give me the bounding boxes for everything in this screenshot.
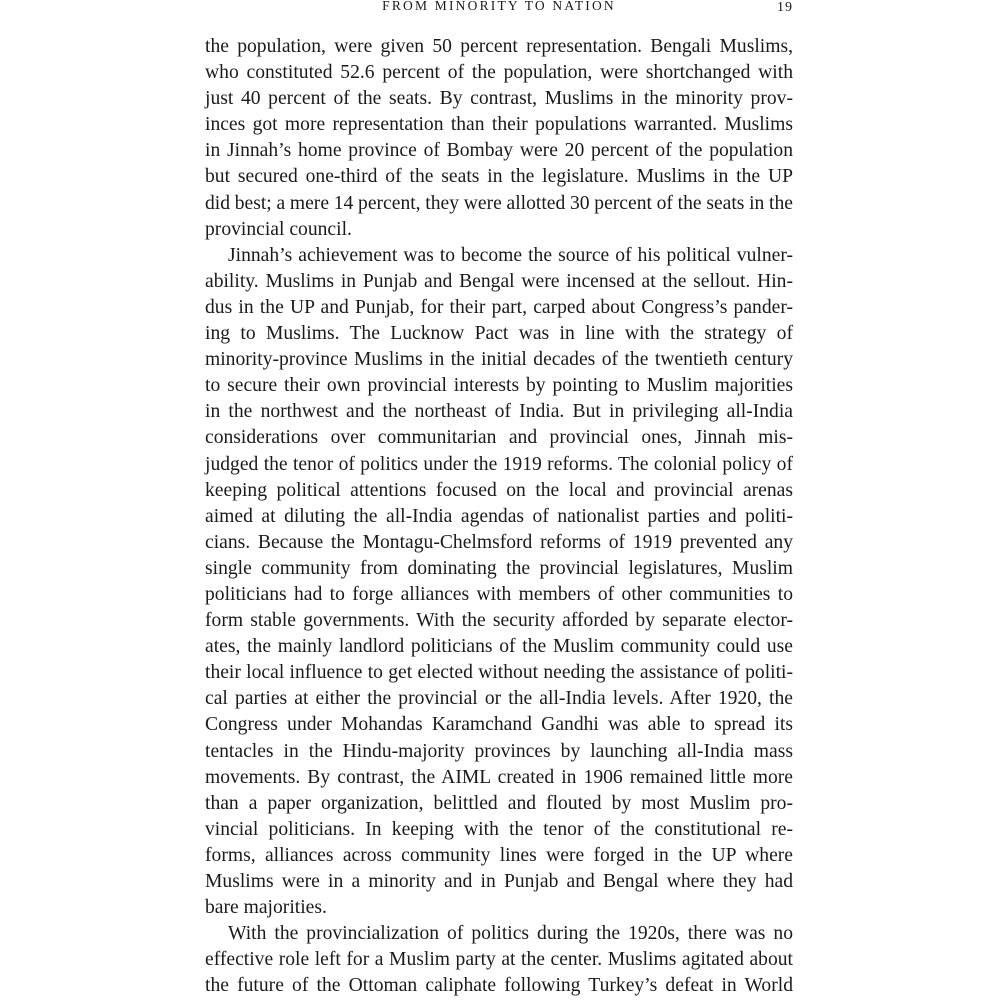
text-line: movements. By contrast, the AIML created in 1906 remained little more bbox=[205, 766, 793, 788]
text-line: inces got more representation than their populations warranted. Muslims bbox=[205, 114, 793, 136]
text-line: but secured one-third of the seats in the legislature. Muslims in the UP bbox=[205, 166, 793, 188]
text-line: provincial council. bbox=[205, 218, 352, 240]
text-line: to secure their own provincial interests by pointing to Muslim majorities bbox=[205, 375, 793, 397]
text-line: cians. Because the Montagu-Chelmsford reforms of 1919 prevented any bbox=[205, 531, 793, 553]
text-line: dus in the UP and Punjab, for their part, carped about Congress’s pander- bbox=[205, 296, 793, 318]
text-line: just 40 percent of the seats. By contrast, Muslims in the minority prov- bbox=[205, 88, 793, 110]
text-line: vincial politicians. In keeping with the tenor of the constitutional re- bbox=[205, 818, 793, 840]
text-line: the future of the Ottoman caliphate following Turkey’s defeat in World bbox=[205, 975, 793, 997]
running-header bbox=[205, 0, 793, 18]
paragraph-2 bbox=[205, 243, 793, 921]
paragraph-3 bbox=[205, 921, 793, 999]
text-line: ability. Muslims in Punjab and Bengal were incensed at the sellout. Hin- bbox=[205, 270, 793, 292]
text-line: Muslims were in a minority and in Punjab and Bengal where they had bbox=[205, 871, 793, 892]
paragraph-1 bbox=[205, 34, 793, 243]
text-line: With the provincialization of politics during the 1920s, there was no bbox=[228, 923, 793, 945]
text-line: considerations over communitarian and provincial ones, Jinnah mis- bbox=[205, 427, 793, 449]
text-line: than a paper organization, belittled and flouted by most Muslim pro- bbox=[205, 792, 793, 814]
text-line: the population, were given 50 percent representation. Bengali Muslims, bbox=[205, 36, 793, 57]
text-line: form stable governments. With the security afforded by separate elector- bbox=[205, 610, 793, 632]
text-line: judged the tenor of politics under the 1919 reforms. The colonial policy of bbox=[205, 453, 793, 475]
text-line: bare majorities. bbox=[205, 897, 327, 919]
text-line: their local influence to get elected without needing the assistance of politi- bbox=[205, 662, 793, 684]
text-line: aimed at diluting the all-India agendas of nationalist parties and politi- bbox=[205, 505, 793, 527]
text-line: did best; a mere 14 percent, they were allotted 30 percent of the seats in the bbox=[205, 192, 793, 214]
text-line: keeping political attentions focused on the local and provincial arenas bbox=[205, 479, 793, 501]
text-line: single community from dominating the provincial legislatures, Muslim bbox=[205, 557, 793, 579]
text-line: effective role left for a Muslim party at the center. Muslims agitated about bbox=[205, 949, 793, 971]
text-line: ing to Muslims. The Lucknow Pact was in line with the strategy of bbox=[205, 323, 793, 345]
text-line: tentacles in the Hindu-majority provinces by launching all-India mass bbox=[205, 740, 793, 762]
text-line: Congress under Mohandas Karamchand Gandhi was able to spread its bbox=[205, 714, 793, 736]
page-number: 19 bbox=[777, 0, 793, 15]
text-line: forms, alliances across community lines were forged in the UP where bbox=[205, 844, 793, 866]
text-line: politicians had to forge alliances with members of other communities to bbox=[205, 583, 793, 605]
text-line: who constituted 52.6 percent of the population, were shortchanged with bbox=[205, 62, 793, 84]
text-line: ates, the mainly landlord politicians of the Muslim community could use bbox=[205, 636, 793, 658]
text-line: in the northwest and the northeast of India. But in privileging all-India bbox=[205, 401, 793, 423]
text-line: Jinnah’s achievement was to become the source of his political vulner- bbox=[228, 244, 793, 266]
text-line: in Jinnah’s home province of Bombay were 20 percent of the population bbox=[205, 140, 793, 162]
text-line: cal parties at either the provincial or the all-India levels. After 1920, the bbox=[205, 688, 793, 710]
running-head-title: FROM MINORITY TO NATION bbox=[382, 0, 616, 13]
body-text bbox=[205, 34, 793, 999]
text-line: minority-province Muslims in the initial decades of the twentieth century bbox=[205, 349, 793, 371]
